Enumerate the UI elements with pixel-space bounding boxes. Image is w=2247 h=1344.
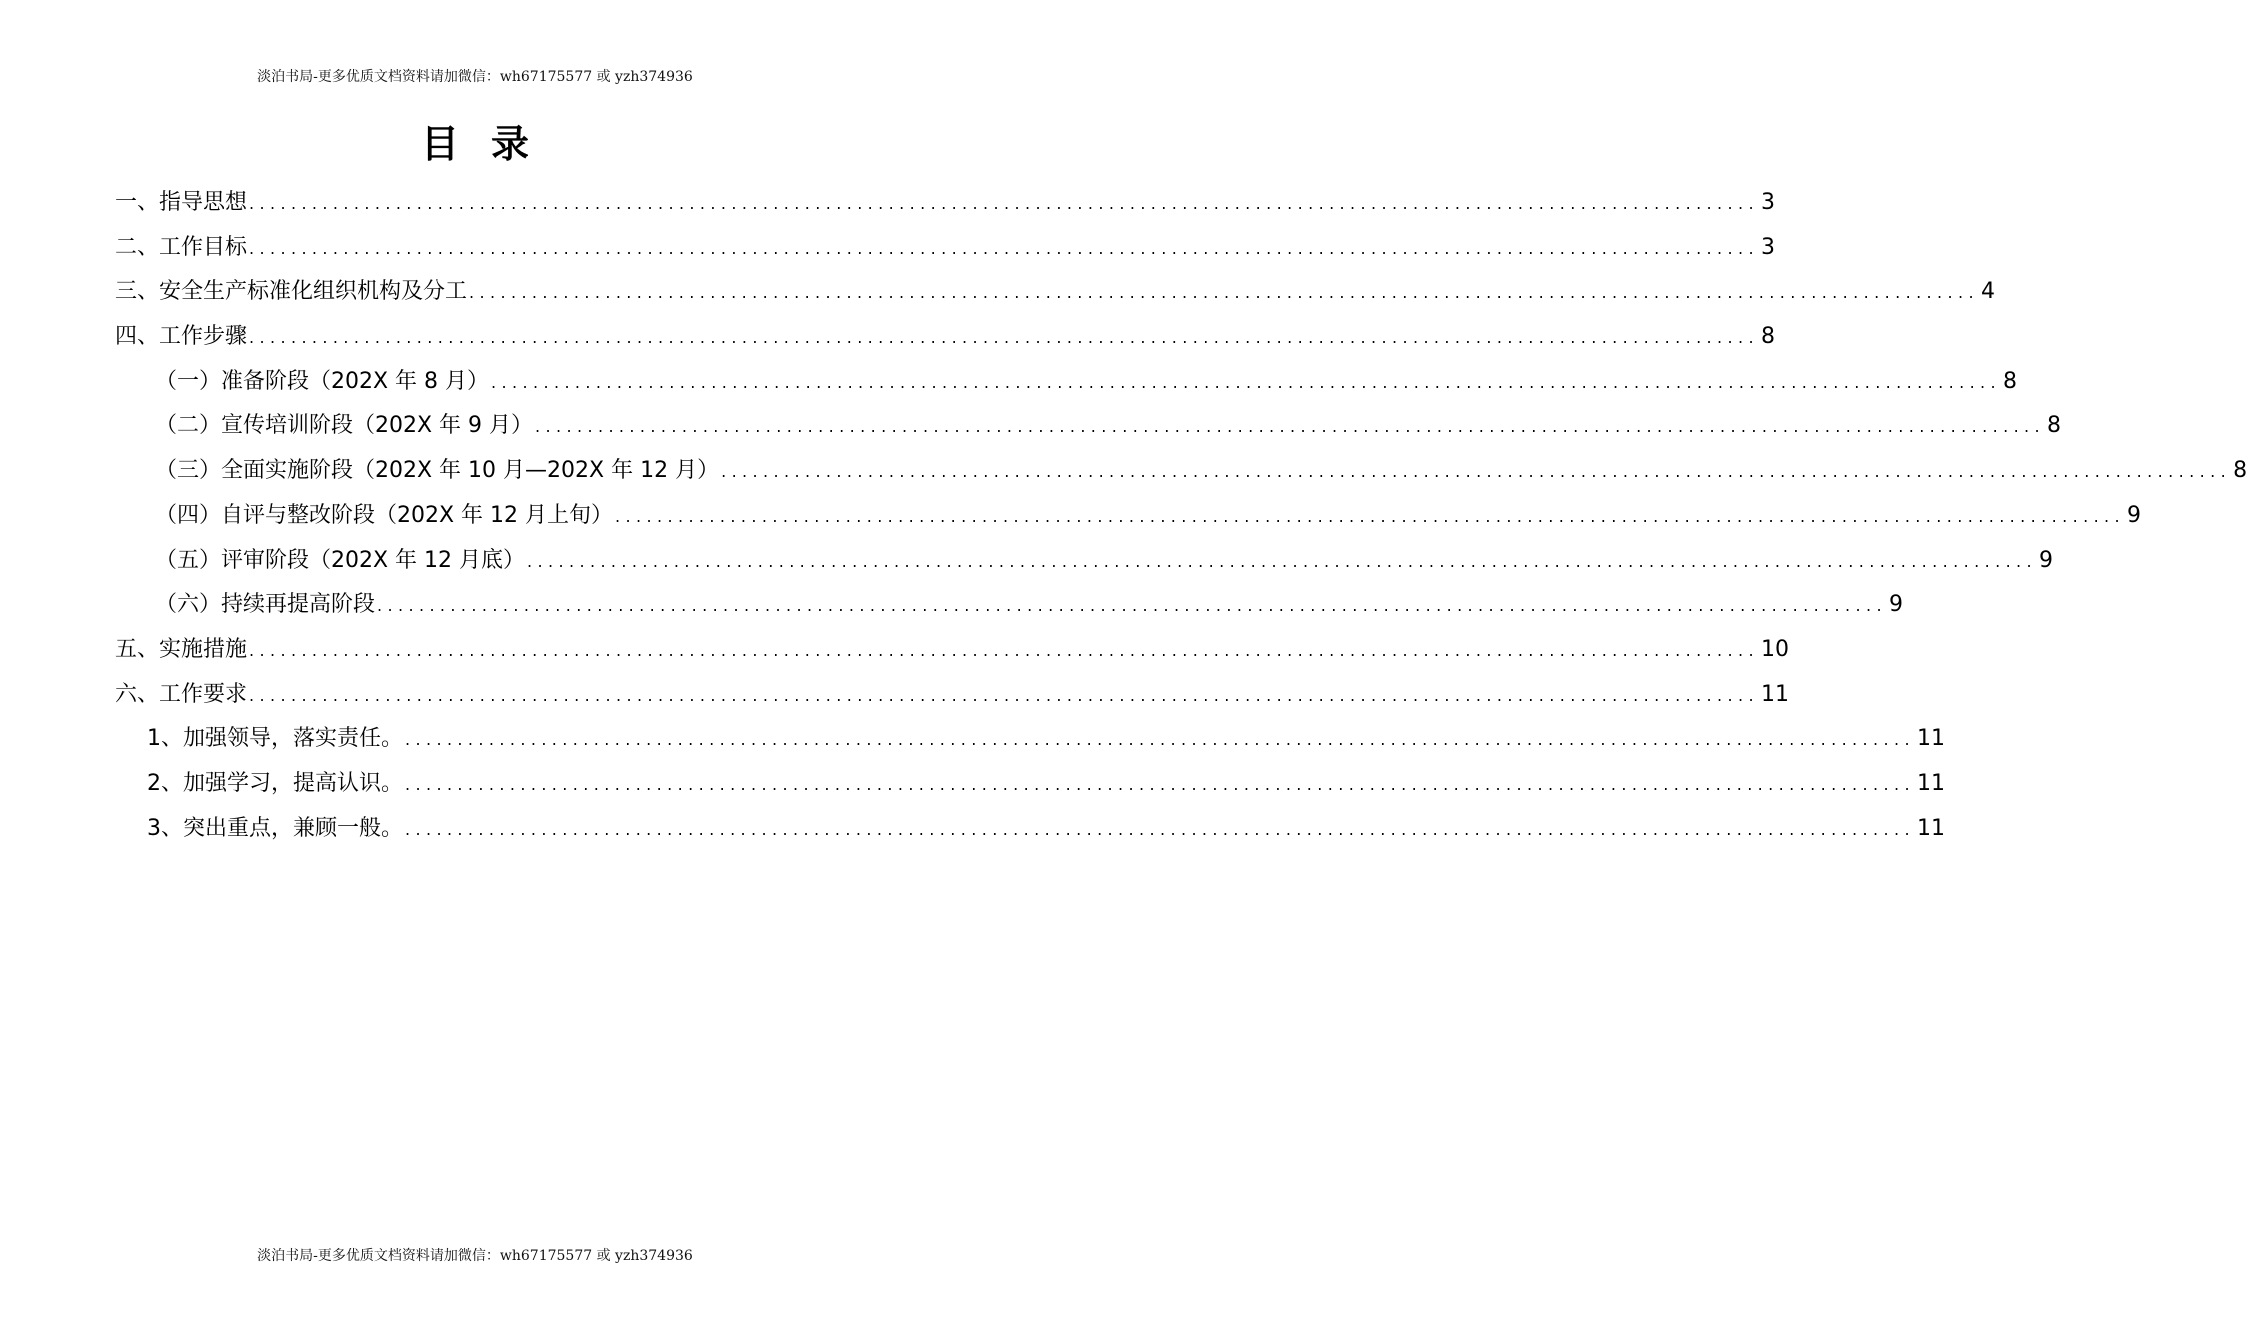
toc-entry-label: 四、工作步骤	[115, 324, 248, 350]
dot-leader: ................................................................................................................................................	[527, 551, 2038, 571]
toc-entry-label: （三）全面实施阶段（202X 年 10 月—202X 年 12 月）	[155, 458, 720, 484]
toc-entry[interactable]	[115, 673, 1789, 718]
toc-title: 目录	[420, 122, 561, 166]
toc-entry[interactable]	[115, 449, 2247, 494]
toc-entry[interactable]	[115, 539, 2054, 584]
toc-entry[interactable]	[115, 717, 1945, 762]
toc-entry[interactable]	[115, 762, 1945, 807]
toc-page-number: 11	[1761, 681, 1789, 707]
toc-entry[interactable]	[115, 807, 1945, 852]
toc-page-number: 8	[2003, 368, 2018, 394]
dot-leader: ................................................................................................................................................	[721, 462, 2232, 482]
toc-entry[interactable]	[115, 404, 2062, 449]
toc-entry-label: 1、加强领导，落实责任。	[147, 726, 403, 752]
toc-entry-label: （六）持续再提高阶段	[155, 592, 376, 618]
toc-entry-label: （五）评审阶段（202X 年 12 月底）	[155, 547, 526, 573]
dot-leader: ................................................................................................................................................	[469, 283, 1979, 303]
toc-page-number: 11	[1916, 726, 1945, 752]
toc-entry[interactable]	[115, 583, 1903, 628]
toc-entry-label: 一、指导思想	[115, 190, 248, 215]
toc-page-number: 10	[1761, 636, 1789, 662]
page-header: 淡泊书局-更多优质文档资料请加微信：wh67175577 或 yzh374936	[257, 69, 693, 85]
toc-entry-label: 2、加强学习，提高认识。	[147, 770, 403, 796]
dot-leader: ................................................................................................................................................	[491, 372, 2002, 392]
toc-entry[interactable]	[115, 628, 1789, 673]
toc-entry[interactable]	[115, 270, 1995, 315]
toc-entry[interactable]	[115, 315, 1775, 360]
toc-page-number: 8	[1761, 324, 1775, 350]
table-of-contents	[115, 181, 2247, 851]
toc-entry[interactable]	[115, 360, 2018, 405]
toc-entry[interactable]	[115, 181, 1775, 226]
toc-page-number: 3	[1761, 234, 1775, 260]
toc-entry-label: （一）准备阶段（202X 年 8 月）	[155, 368, 490, 394]
toc-entry[interactable]	[115, 494, 2142, 539]
toc-page-number: 3	[1761, 190, 1775, 215]
toc-entry-label: 五、实施措施	[115, 636, 248, 662]
toc-entry-label: 3、突出重点，兼顾一般。	[147, 815, 403, 841]
toc-page-number: 4	[1981, 279, 1995, 305]
toc-entry-label: （四）自评与整改阶段（202X 年 12 月上旬）	[155, 502, 614, 528]
toc-entry-label: 六、工作要求	[115, 681, 248, 707]
toc-page-number: 9	[2039, 547, 2054, 573]
dot-leader: ................................................................................................................................................	[249, 640, 1759, 660]
dot-leader: ................................................................................................................................................	[249, 238, 1759, 258]
toc-entry-label: 二、工作目标	[115, 234, 248, 260]
dot-leader: ................................................................................................................................................	[405, 819, 1915, 839]
toc-page-number: 8	[2047, 413, 2062, 439]
dot-leader: ................................................................................................................................................	[249, 328, 1759, 348]
dot-leader: ................................................................................................................................................	[249, 685, 1759, 705]
page-footer: 淡泊书局-更多优质文档资料请加微信：wh67175577 或 yzh374936	[257, 1248, 693, 1264]
toc-page-number: 11	[1916, 815, 1945, 841]
toc-page-number: 9	[1889, 592, 1903, 618]
dot-leader: ................................................................................................................................................	[615, 506, 2126, 526]
toc-entry-label: 三、安全生产标准化组织机构及分工	[115, 279, 468, 305]
toc-page-number: 11	[1916, 770, 1945, 796]
toc-page-number: 9	[2127, 502, 2142, 528]
dot-leader: ................................................................................................................................................	[405, 730, 1915, 750]
dot-leader: ................................................................................................................................................	[405, 774, 1915, 794]
toc-page-number: 8	[2233, 458, 2247, 484]
toc-entry[interactable]	[115, 226, 1775, 271]
toc-entry-label: （二）宣传培训阶段（202X 年 9 月）	[155, 413, 534, 439]
dot-leader: ................................................................................................................................................	[377, 596, 1887, 616]
dot-leader: ................................................................................................................................................	[535, 417, 2046, 437]
dot-leader: ................................................................................................................................................	[249, 194, 1759, 213]
